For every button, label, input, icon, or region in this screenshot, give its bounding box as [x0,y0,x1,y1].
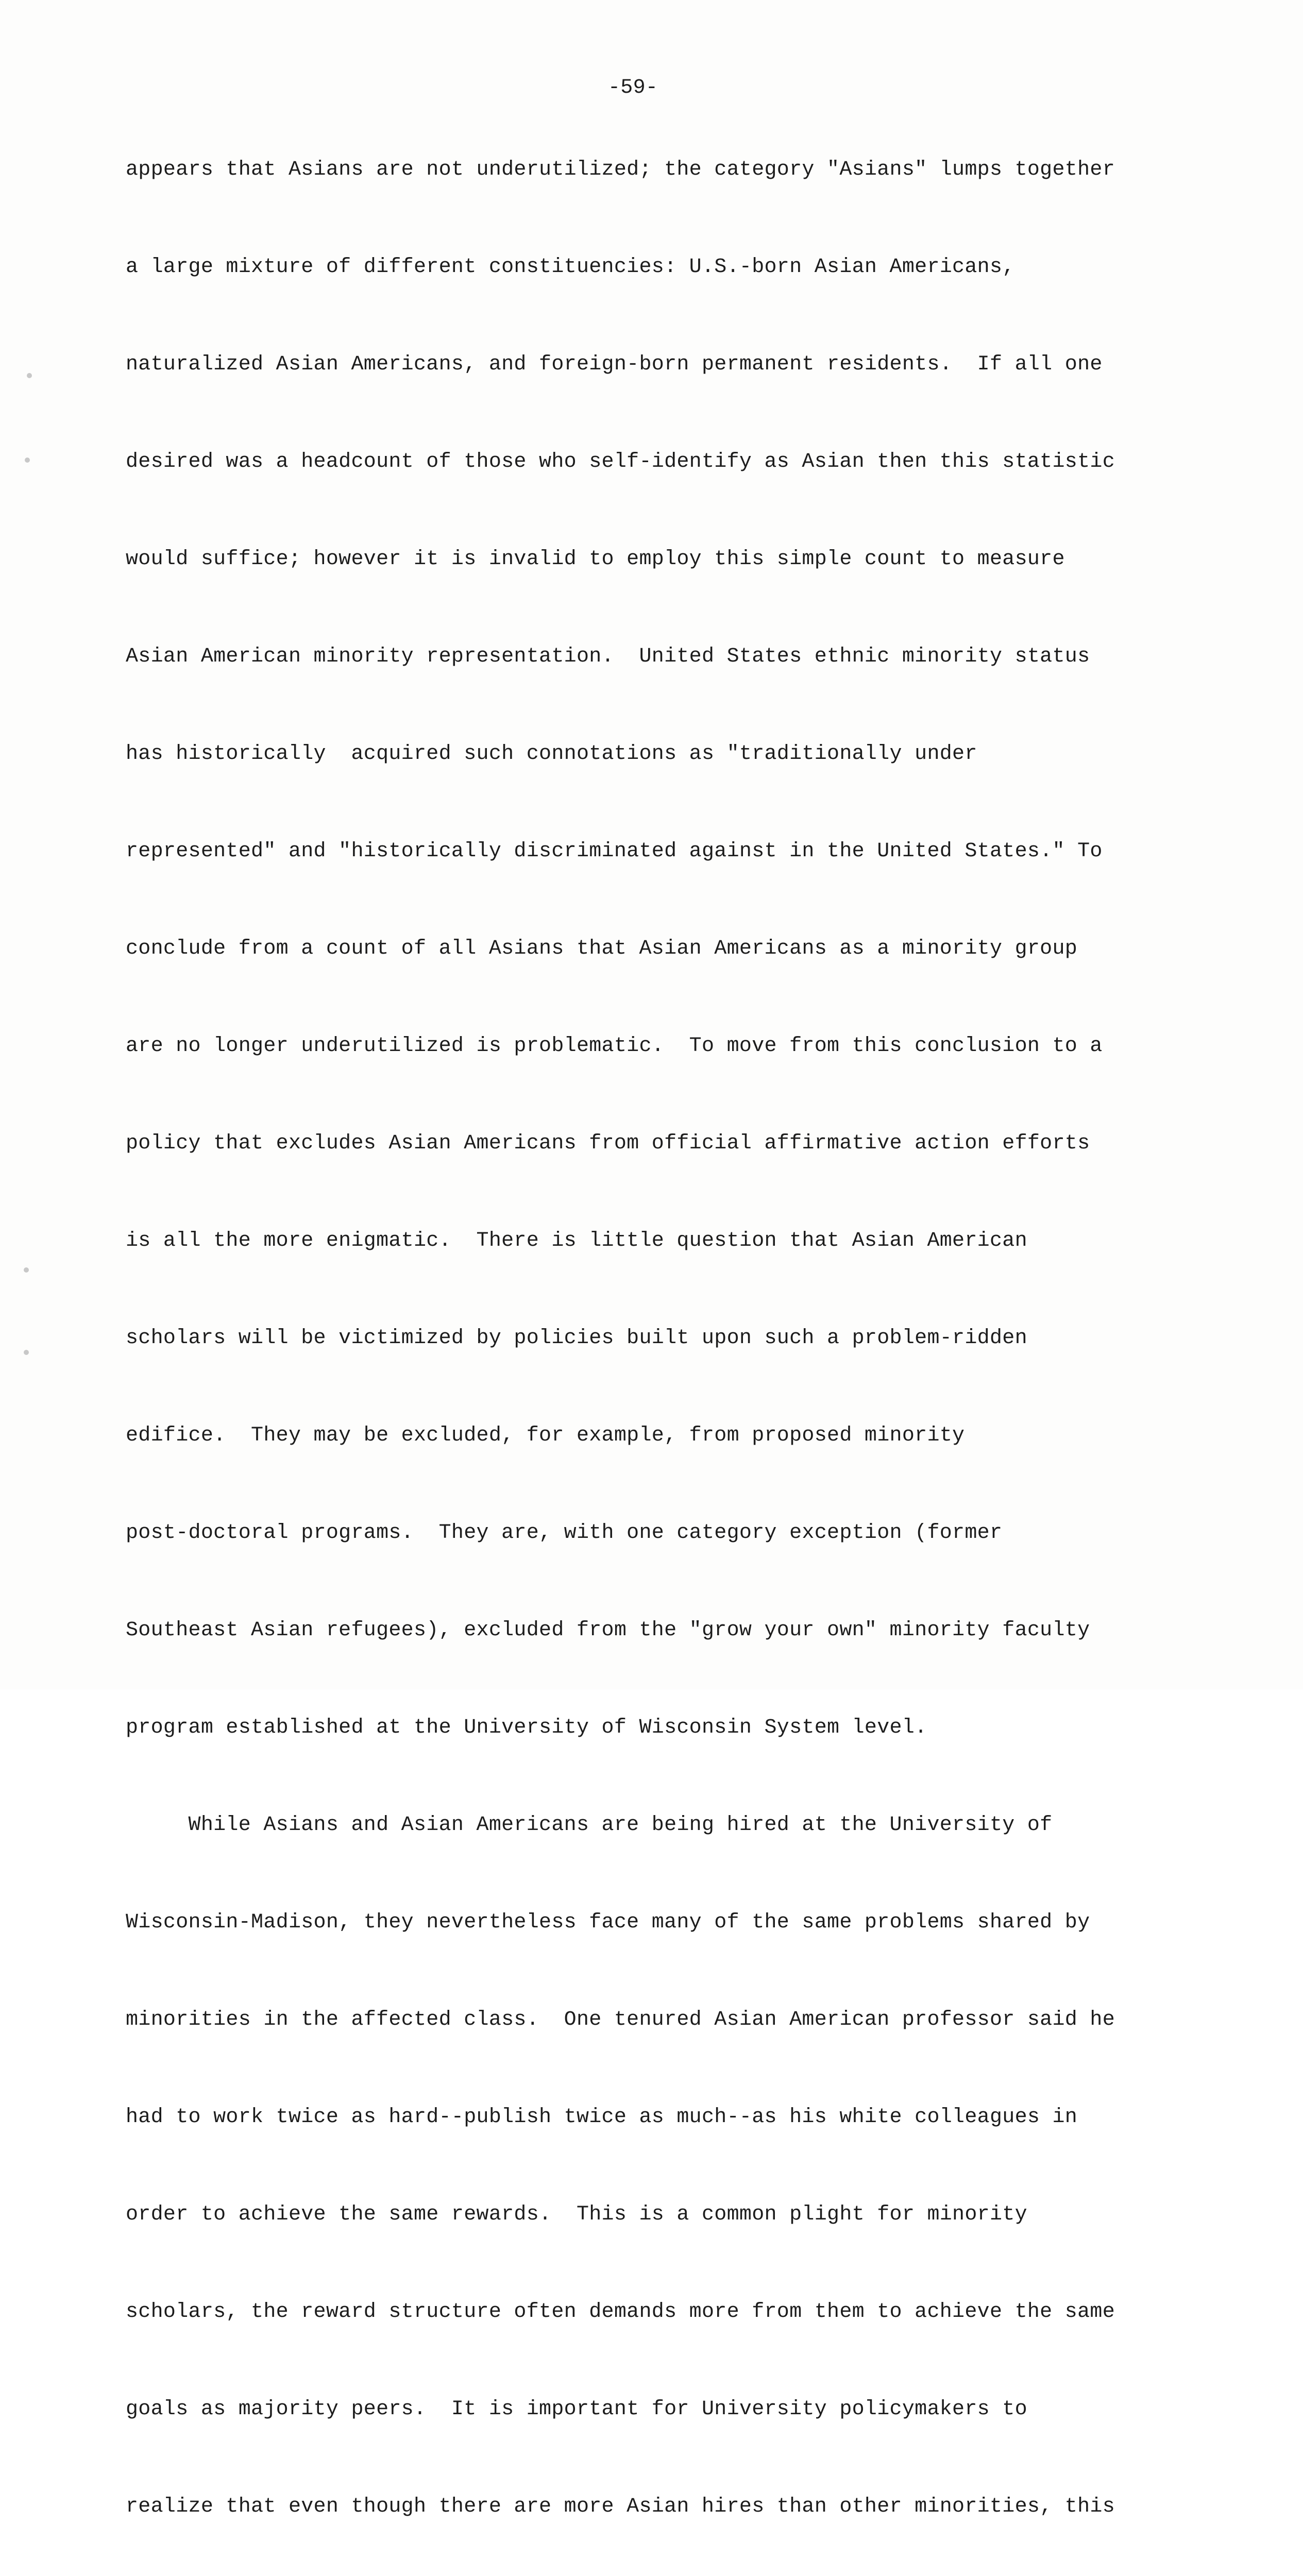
text-line: scholars, the reward structure often demands more from them to achieve the same [126,2300,1115,2324]
text-line: post-doctoral programs. They are, with one category exception (former [126,1521,1003,1545]
text-line: conclude from a count of all Asians that Asian Americans as a minority group [126,937,1078,960]
text-line: order to achieve the same rewards. This is a common plight for minority [126,2203,1027,2226]
text-line: policy that excludes Asian Americans from official affirmative action efforts [126,1132,1090,1155]
text-line: had to work twice as hard--publish twice as much--as his white colleagues in [126,2106,1078,2129]
text-line: are no longer underutilized is problematic. To move from this conclusion to a [126,1035,1103,1058]
page-number: -59- [608,76,658,99]
text-line: Asian American minority representation. United States ethnic minority status [126,645,1090,668]
text-line: Southeast Asian refugees), excluded from the "grow your own" minority faculty [126,1619,1090,1642]
text-line: is all the more enigmatic. There is little question that Asian American [126,1229,1027,1252]
text-line: appears that Asians are not underutilized; the category "Asians" lumps together [126,158,1115,181]
text-line: would suffice; however it is invalid to employ this simple count to measure [126,548,1065,571]
text-line: program established at the University of Wisconsin System level. [126,1716,927,1739]
text-line: desired was a headcount of those who self-identify as Asian then this statistic [126,450,1115,473]
text-line: minorities in the affected class. One tenured Asian American professor said he [126,2008,1115,2031]
text-line: realize that even though there are more Asian hires than other minorities, this [126,2495,1115,2518]
punch-hole-mark [24,1350,29,1355]
body-text [126,108,1187,2576]
text-line: While Asians and Asian Americans are being hired at the University of [126,1814,1053,1837]
text-line: goals as majority peers. It is important for University policymakers to [126,2398,1027,2421]
text-line: has historically acquired such connotations as "traditionally under [126,742,977,766]
text-line: scholars will be victimized by policies built upon such a problem-ridden [126,1327,1027,1350]
text-line: represented" and "historically discriminated against in the United States." To [126,840,1103,863]
text-line: Wisconsin-Madison, they nevertheless face many of the same problems shared by [126,1911,1090,1934]
punch-hole-mark [25,457,30,463]
text-line: edifice. They may be excluded, for example, from proposed minority [126,1424,965,1447]
text-line: a large mixture of different constituencies: U.S.-born Asian Americans, [126,256,1015,279]
text-line: naturalized Asian Americans, and foreign-born permanent residents. If all one [126,353,1103,376]
punch-hole-mark [24,1267,29,1273]
punch-hole-mark [27,373,32,378]
